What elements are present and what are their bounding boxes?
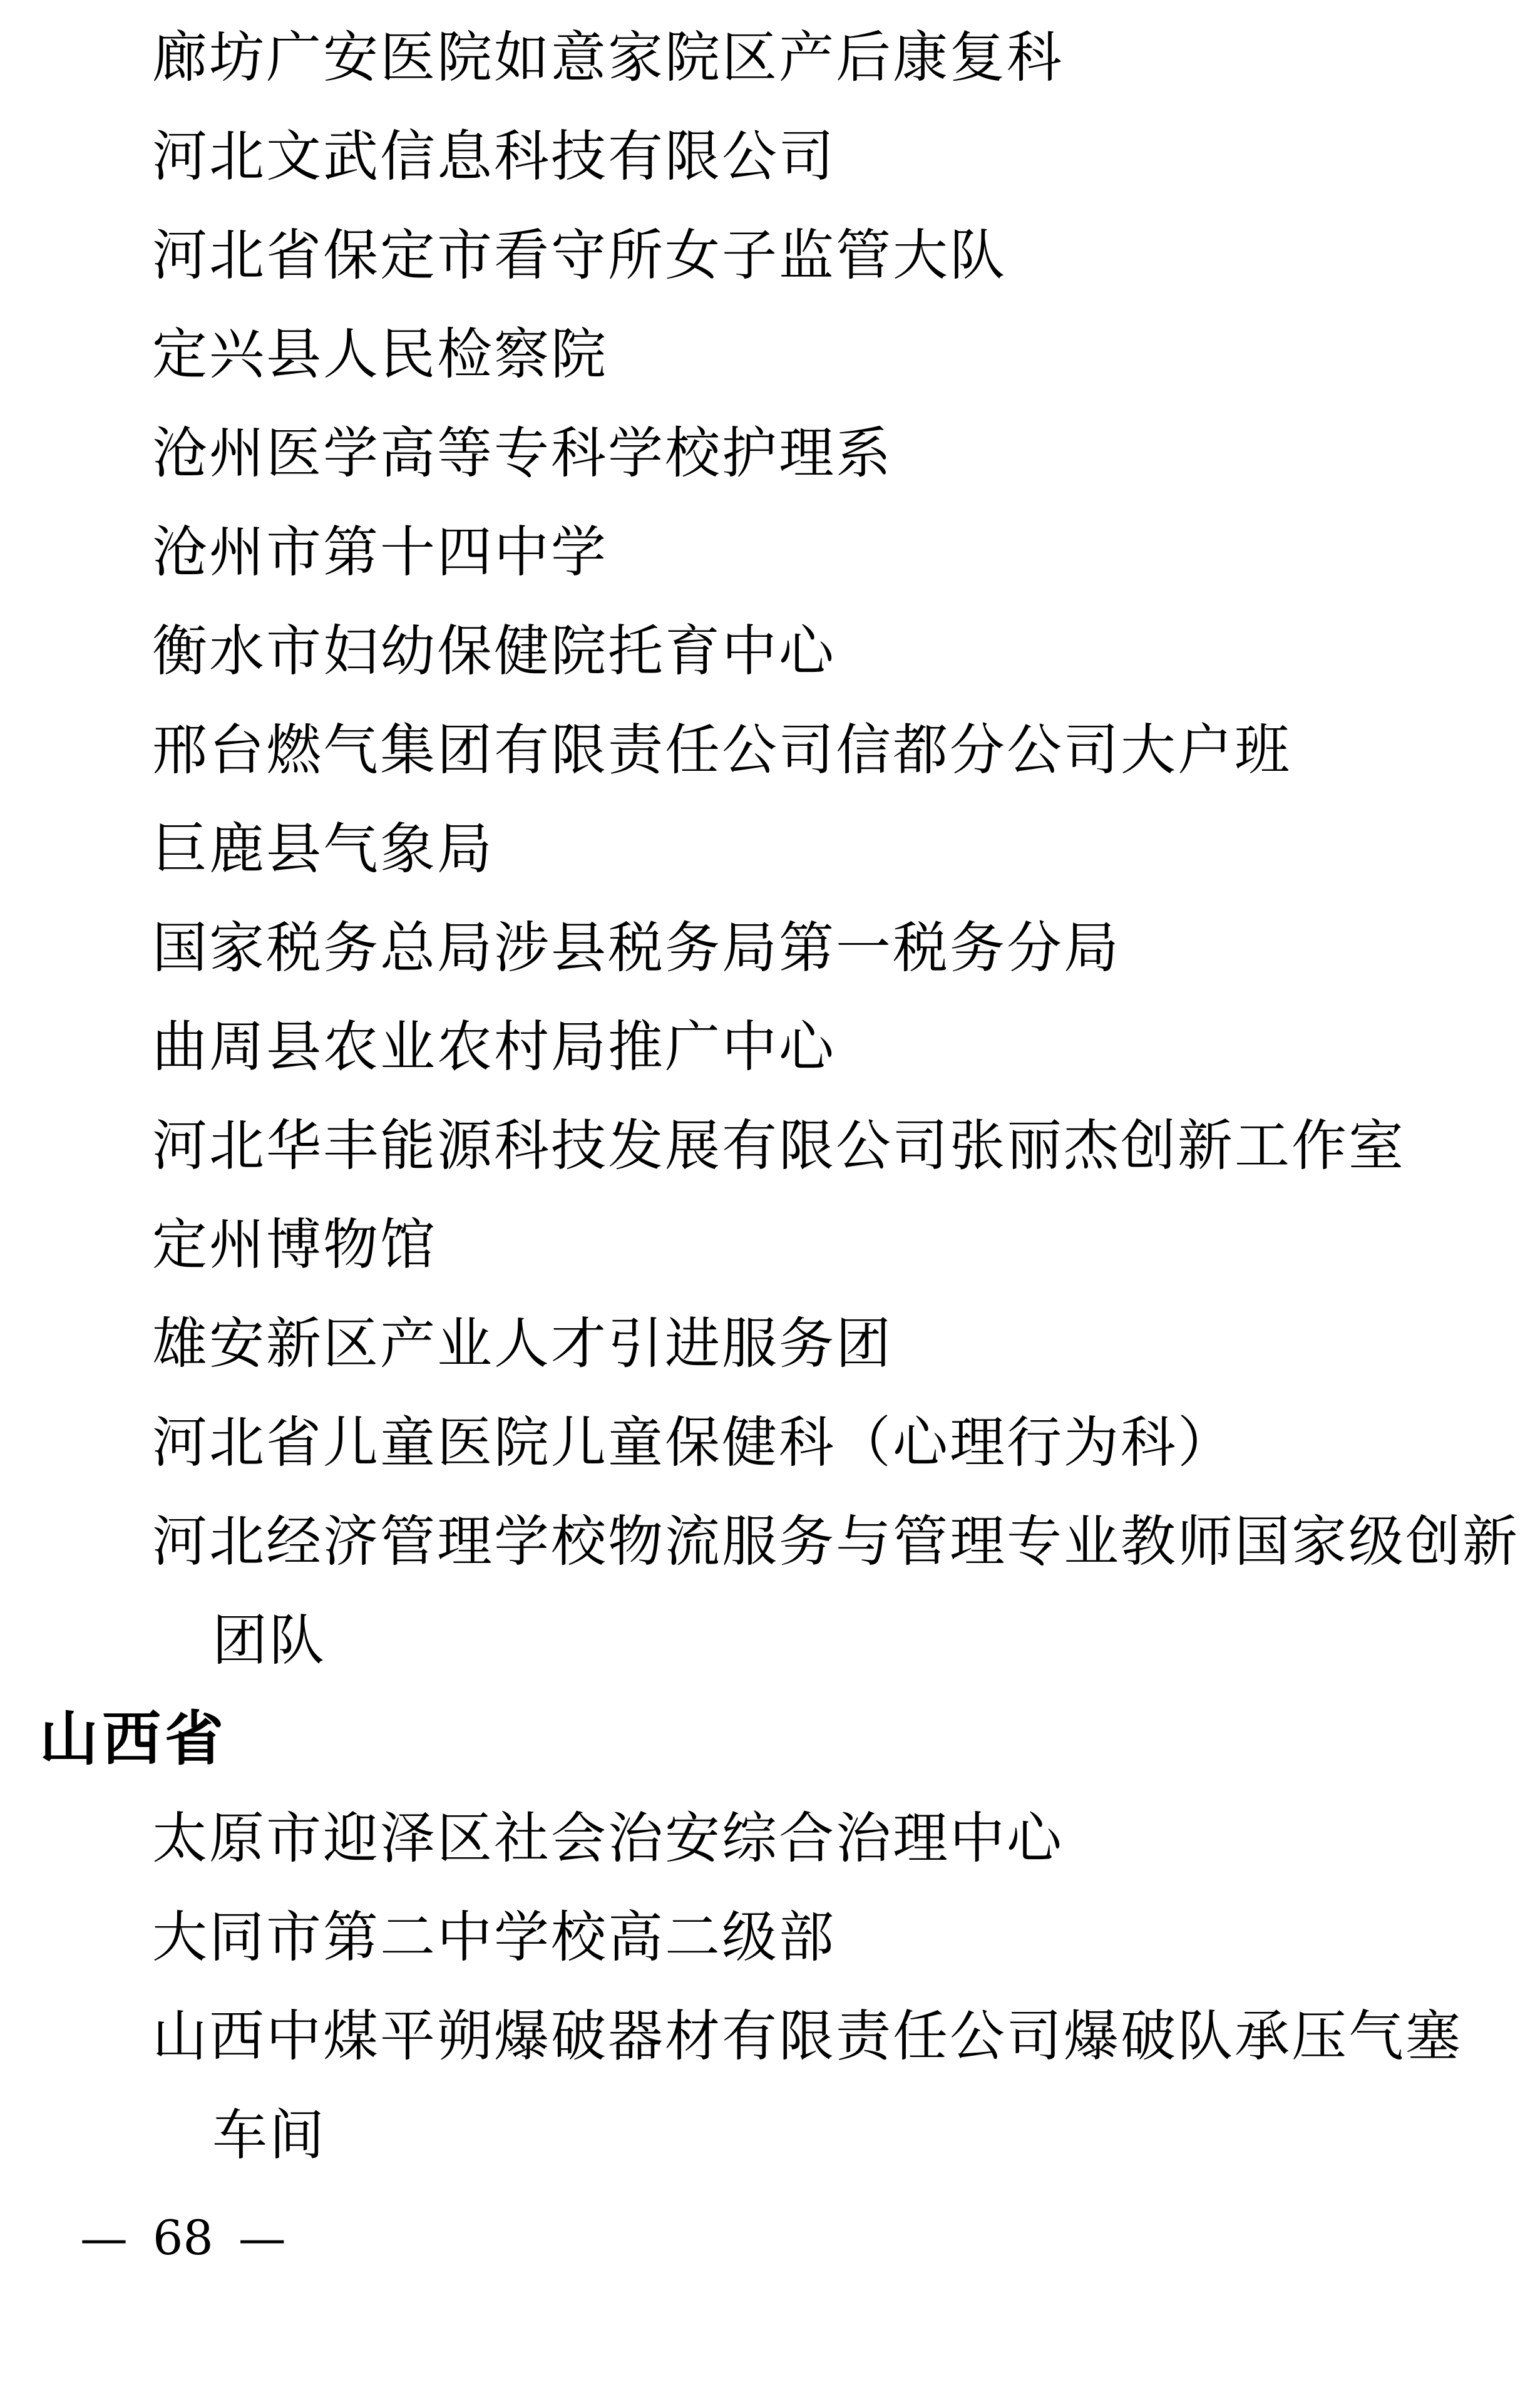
org-entry: 河北华丰能源科技发展有限公司张丽杰创新工作室 [152,1113,1406,1178]
org-entry: 曲周县农业农村局推广中心 [152,1014,836,1079]
org-entry: 太原市迎泽区社会治安综合治理中心 [152,1806,1064,1870]
org-entry-continuation: 团队 [212,1608,327,1673]
org-entry: 河北省保定市看守所女子监管大队 [152,223,1007,287]
org-entry: 大同市第二中学校高二级部 [152,1905,836,1969]
footer-right-dash: — [238,2209,286,2266]
org-entry: 河北省儿童医院儿童保健科（心理行为科） [152,1410,1235,1475]
org-entry: 沧州市第十四中学 [152,520,608,584]
org-entry: 河北经济管理学校物流服务与管理专业教师国家级创新 [152,1509,1520,1574]
org-entry-continuation: 车间 [212,2103,327,2167]
org-entry: 巨鹿县气象局 [152,817,495,881]
org-entry: 雄安新区产业人才引进服务团 [152,1311,893,1376]
page-number: 68 [153,2209,213,2266]
org-entry: 定州博物馆 [152,1212,438,1277]
footer-left-dash: — [80,2209,128,2266]
org-entry: 廊坊广安医院如意家院区产后康复科 [152,25,1064,90]
org-entry: 邢台燃气集团有限责任公司信都分公司大户班 [152,718,1292,782]
org-entry: 山西中煤平朔爆破器材有限责任公司爆破队承压气塞 [152,2004,1463,2068]
org-entry: 国家税务总局涉县税务局第一税务分局 [152,915,1121,980]
page-footer [80,2209,286,2266]
province-section-header: 山西省 [39,1705,228,1773]
org-entry: 定兴县人民检察院 [152,322,608,386]
org-entry: 河北文武信息科技有限公司 [152,124,836,188]
org-entry: 衡水市妇幼保健院托育中心 [152,619,836,683]
org-entry: 沧州医学高等专科学校护理系 [152,421,893,485]
